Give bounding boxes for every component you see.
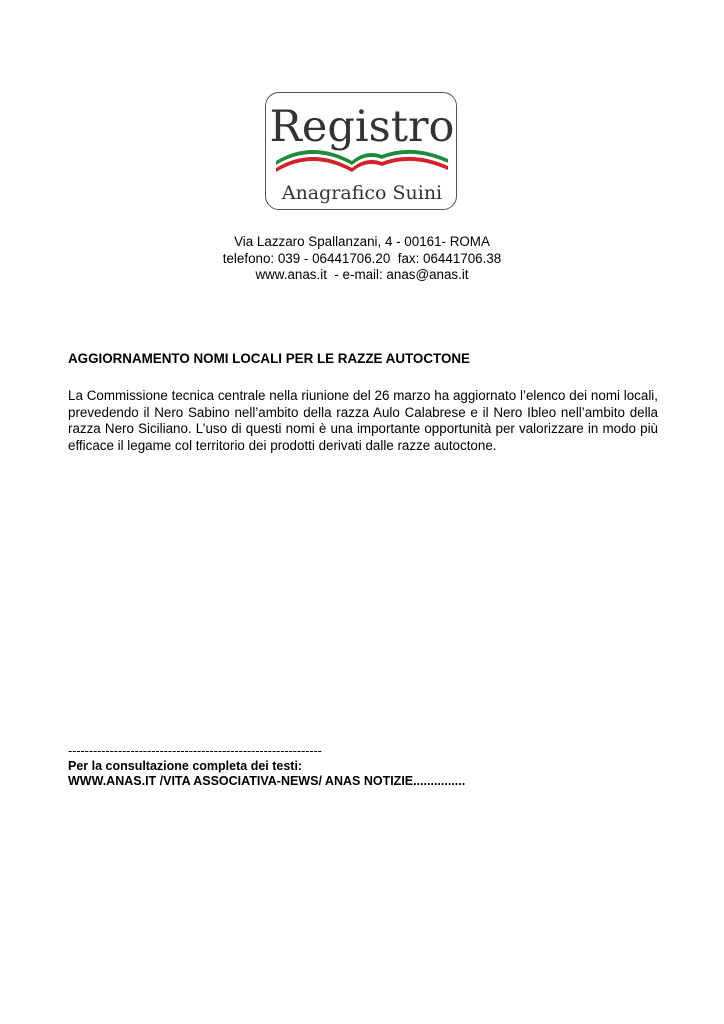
address-web-email: www.anas.it - e-mail: anas@anas.it [255, 267, 469, 282]
footer [68, 744, 465, 789]
registro-logo [266, 93, 458, 211]
footer-label: Per la consultazione completa dei testi: [68, 759, 303, 773]
logo-subtitle: Anagrafico Suini [281, 182, 443, 204]
logo-title: Registro [269, 102, 455, 152]
article-body: La Commissione tecnica centrale nella riunione del 26 marzo ha aggiornato l’elenco dei nomi locali, prevedendo il Nero Sabino nell’ambito della razza Aulo Calabrese e il Nero Ibleo nell’ambito della razza Nero Siciliano. L’uso di questi nomi è una importante opportunità per valorizzare in modo più efficace il legame col territorio dei prodotti derivati dalle razze autoctone. [68, 388, 658, 453]
logo [265, 92, 457, 210]
address-phone-fax: telefono: 039 - 06441706.20 fax: 06441706.38 [222, 250, 502, 266]
footer-divider: ------------------------------------------------------------- [68, 744, 322, 758]
address-street: Via Lazzaro Spallanzani, 4 - 00161- ROMA [234, 234, 490, 249]
footer-link: WWW.ANAS.IT /VITA ASSOCIATIVA-NEWS/ ANAS NOTIZIE............... [68, 774, 466, 788]
contact-address [0, 234, 724, 284]
article-headline: AGGIORNAMENTO NOMI LOCALI PER LE RAZZE AUTOCTONE [68, 351, 470, 366]
